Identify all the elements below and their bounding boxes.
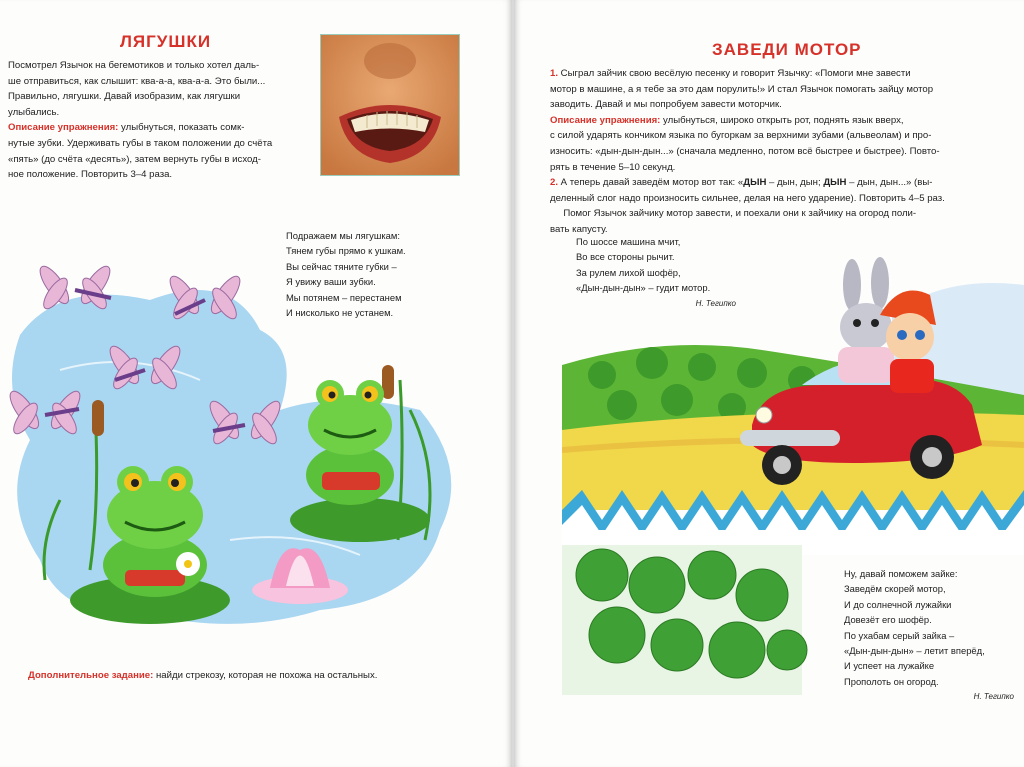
poem-line: Во все стороны рычит.: [576, 251, 675, 263]
poem-author: Н. Тегипко: [973, 692, 1014, 702]
text-line: заводить. Давай и мы попробуем завести моторчик.: [550, 99, 782, 111]
poem-line: Заведём скорей мотор,: [844, 583, 946, 595]
exercise-line: улыбнуться, широко открыть рот, поднять язык вверх,: [660, 114, 904, 126]
exercise-label: Описание упражнения:: [8, 122, 119, 134]
text-line: деленный слог надо произносить сильнее, делая на него ударение). Повторить 4–5 раз.: [550, 192, 945, 204]
poem-line: По ухабам серый зайка –: [844, 629, 955, 641]
text-line: вать капусту.: [550, 223, 608, 235]
page-title: ЛЯГУШКИ: [120, 32, 212, 51]
text-line: Сыграл зайчик свою весёлую песенку и говорит Язычку: «Помоги мне завести: [558, 68, 911, 79]
poem-line: Прополоть он огород.: [844, 675, 939, 687]
intro-line: Посмотрел Язычок на бегемотиков и только хотел даль-: [8, 60, 260, 71]
poem-line: И успеет на лужайке: [844, 660, 935, 672]
step-number: 1.: [550, 68, 559, 79]
text-fragment: – дын, дын;: [766, 177, 824, 189]
step-number: 2.: [550, 177, 559, 189]
poem-bottom: [844, 566, 1014, 705]
poem-line: Я увижу ваши зубки.: [286, 276, 376, 288]
poem-line: Тянем губы прямо к ушкам.: [286, 245, 406, 257]
exercise-line: с силой ударять кончиком языка по бугоркам за верхними зубами (альвеолам) и про-: [550, 130, 932, 142]
extra-task-label: Дополнительное задание:: [28, 670, 154, 681]
exercise-text: [550, 66, 1012, 238]
intro-line: ше отправиться, как слышит: ква-а-а, ква-а-а. Это были...: [8, 75, 266, 87]
intro-text: [8, 58, 308, 183]
exercise-line: «пять» (до счёта «десять»), затем вернуть губы в исход-: [8, 153, 261, 165]
poem-line: Мы потянем – перестанем: [286, 291, 402, 303]
poem-line: И нисколько не устанем.: [286, 307, 394, 319]
exercise-line: улыбнуться, показать сомк-: [118, 122, 245, 134]
poem-author: Н. Тегипко: [695, 298, 736, 308]
poem-line: Вы сейчас тяните губки –: [286, 260, 397, 272]
right-page: [514, 0, 1024, 767]
poem-line: По шоссе машина мчит,: [576, 236, 681, 247]
text-fragment: А теперь давай заведём мотор вот так: «: [558, 177, 744, 189]
intro-line: Правильно, лягушки. Давай изобразим, как лягушки: [8, 91, 241, 103]
text-fragment: – дын, дын...» (вы-: [846, 177, 933, 189]
frogs-pond-illustration: [0, 240, 470, 640]
exercise-line: нутые зубки. Удерживать губы в таком положении до счёта: [8, 137, 273, 149]
text-line: мотор в машине, а я тебе за это дам порулить!» И стал Язычок помогать зайцу мотор: [550, 83, 934, 95]
stressed-syllable: ДЫН: [743, 177, 767, 189]
page-title: ЗАВЕДИ МОТОР: [712, 40, 862, 59]
extra-task-text: найди стрекозу, которая не похожа на остальных.: [153, 670, 378, 681]
text-line: Помог Язычок зайчику мотор завести, и поехали они к зайчику на огород поли-: [550, 208, 917, 220]
smile-photo: [320, 34, 460, 176]
exercise-line: износить: «дын-дын-дын...» (сначала медленно, потом всё быстрее и быстрее). Повто-: [550, 145, 940, 157]
poem-line: Довезёт его шофёр.: [844, 614, 932, 626]
extra-task: [28, 668, 488, 684]
stressed-syllable: ДЫН: [823, 177, 847, 189]
poem-line: За рулем лихой шофёр,: [576, 266, 681, 278]
poem-line: «Дын-дын-дын» – летит вперёд,: [844, 645, 985, 657]
poem-line: Подражаем мы лягушкам:: [286, 230, 400, 241]
exercise-label: Описание упражнения:: [550, 114, 661, 126]
poem-line: Ну, давай поможем зайке:: [844, 568, 958, 579]
poem-line: «Дын-дын-дын» – гудит мотор.: [576, 282, 711, 294]
intro-line: улыбались.: [8, 106, 60, 118]
exercise-line: рять в течение 5–10 секунд.: [550, 161, 676, 173]
poem-line: И до солнечной лужайки: [844, 598, 952, 610]
exercise-line: ное положение. Повторить 3–4 раза.: [8, 169, 173, 181]
